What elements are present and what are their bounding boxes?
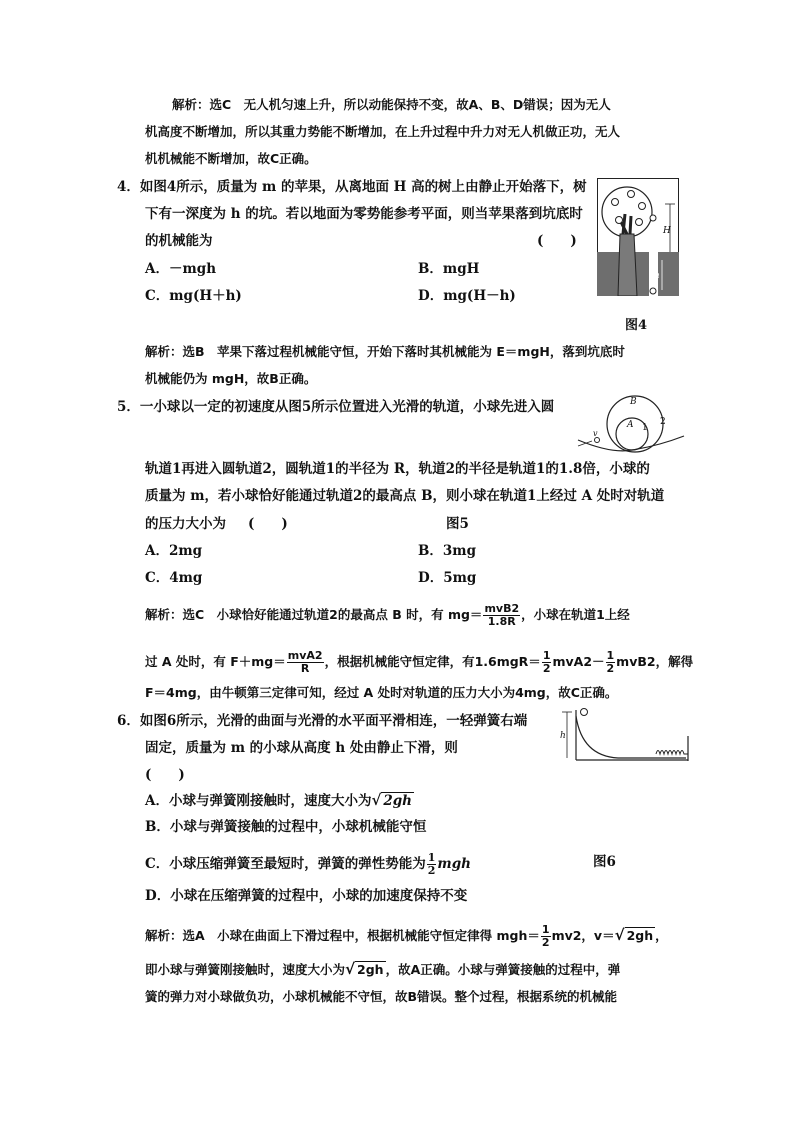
solution-6-line-1 [145,924,668,949]
question-4-line-3: 的机械能为 [145,233,213,249]
figure-5-label-B: B [630,397,637,407]
option-a-text: A．小球与弹簧刚接触时，速度大小为 [145,793,372,809]
solution-6-fraction [541,924,551,949]
fraction-numerator: 1 [606,649,615,662]
solution-6-line-2-text-a: 即小球与弹簧刚接触时，速度大小为 [145,962,346,977]
figure-5-label-2: 2 [660,417,666,427]
question-6-line-2: 固定，质量为 m 的小球从高度 h 处由静止下滑，则 [145,740,458,756]
solution-3-line-1: 解析：选C 无人机匀速上升，所以动能保持不变，故A、B、D错误；因为无人 [172,97,611,112]
fraction-numerator: mvA2 [287,649,323,662]
solution-3-line-2: 机高度不断增加，所以其重力势能不断增加，在上升过程中升力对无人机做正功，无人 [145,124,621,139]
question-6-option-b: B．小球与弹簧接触的过程中，小球机械能守恒 [145,819,427,835]
figure-6-label-h: h [560,731,566,741]
solution-4-line-2: 机械能仍为 mgH，故B正确。 [145,371,317,386]
solution-5-line-3: F＝4mg，由牛顿第三定律可知，经过 A 处时对轨道的压力大小为4mg，故C正确。 [145,685,618,700]
solution-6-radicand-1: 2gh [626,928,654,943]
question-5-line-2: 轨道1再进入圆轨道2，圆轨道1的半径为 R，轨道2的半径是轨道1的1.8倍，小球的 [145,461,650,477]
solution-5-fraction-1 [483,603,520,628]
figure-5-label-A: A [627,420,634,430]
solution-5-line-1-text-a: 解析：选C 小球恰好能通过轨道2的最高点 B 时，有 mg＝ [145,607,483,622]
solution-5-fraction-4 [606,650,616,675]
question-4-answer-paren: ( ) [537,233,577,249]
solution-6-line-2-text-b: ，故A正确。小球与弹簧接触的过程中，弹 [385,962,621,977]
question-5-answer-paren: ( ) [248,516,288,532]
figure-6-curved-ramp-spring [558,706,694,762]
solution-5-line-1-text-b: ，小球在轨道1上经 [521,607,630,622]
question-6-answer-paren: ( ) [145,767,185,783]
question-5-option-d: D．5mg [418,570,477,586]
solution-5-line-2-text-b: ，根据机械能守恒定律，有1.6mgR＝ [324,654,541,669]
question-6-option-c [145,852,471,877]
question-4-line-2: 下有一深度为 h 的坑。若以地面为零势能参考平面，则当苹果落到坑底时 [145,206,583,222]
solution-6-radicand-2: 2gh [357,962,384,977]
fraction-denominator: 1.8R [487,615,516,628]
fraction-denominator: 2 [427,864,436,877]
figure-6-caption: 图6 [593,854,616,870]
question-5-option-a: A．2mg [145,543,203,559]
figure-5-label-1: 1 [642,423,648,433]
question-4-option-d: D．mg(H－h) [418,288,516,304]
solution-6-line-1-text-a: 解析：选A 小球在曲面上下滑过程中，根据机械能守恒定律得 mgh＝ [145,928,540,943]
fraction-numerator: 1 [427,851,436,864]
question-5-option-b: B．3mg [418,543,477,559]
question-4-option-c: C．mg(H＋h) [145,288,242,304]
solution-6-line-2 [145,959,620,980]
fraction-denominator: 2 [542,662,551,675]
fraction-denominator: 2 [606,662,615,675]
question-6-option-d: D．小球在压缩弹簧的过程中，小球的加速度保持不变 [145,888,468,904]
question-5-option-c: C．4mg [145,570,203,586]
question-5-line-3: 质量为 m，若小球恰好能通过轨道2的最高点 B，则小球在轨道1上经过 A 处时对轨道 [145,488,665,504]
option-c-expression: mgh [437,856,471,872]
fraction-denominator: R [300,662,310,675]
option-c-fraction [427,852,437,877]
question-6-option-a [145,790,414,811]
sqrt-sign: √ [371,791,382,809]
question-5-line-1: 5．一小球以一定的初速度从图5所示位置进入光滑的轨道，小球先进入圆 [117,399,555,415]
solution-5-line-2-text-d: mvB2，解得 [616,654,694,669]
figure-4-caption: 图4 [625,318,648,333]
fraction-denominator: 2 [541,936,550,949]
fraction-numerator: 1 [542,649,551,662]
solution-4-line-1: 解析：选B 苹果下落过程机械能守恒，开始下落时其机械能为 E＝mgH，落到坑底时 [145,344,625,359]
solution-5-line-2-text-a: 过 A 处时，有 F＋mg＝ [145,654,286,669]
solution-5-fraction-2 [287,650,324,675]
figure-5-label-v: v [593,429,598,438]
solution-5-line-1 [145,603,630,628]
solution-5-fraction-3 [542,650,552,675]
fraction-numerator: mvB2 [484,602,520,615]
option-c-text: C．小球压缩弹簧至最短时，弹簧的弹性势能为 [145,856,426,872]
solution-6-line-1-text-c: ， [655,928,668,943]
solution-6-line-3: 簧的弹力对小球做负功，小球机械能不守恒，故B错误。整个过程，根据系统的机械能 [145,989,618,1004]
question-6-line-1: 6．如图6所示，光滑的曲面与光滑的水平面平滑相连，一轻弹簧右端 [117,713,528,729]
sqrt-sign: √ [614,926,625,944]
solution-5-line-2 [145,650,693,675]
option-a-radicand: 2gh [383,793,412,809]
solution-6-line-1-text-b: mv2，v＝ [551,928,615,943]
figure-5-loop-tracks [572,388,688,454]
solution-5-line-2-text-c: mvA2－ [552,654,605,669]
figure-5-caption: 图5 [446,516,469,532]
figure-4-apple-tree [597,178,679,296]
fraction-numerator: 1 [541,923,550,936]
question-4-option-a: A．－mgh [145,261,217,277]
figure-4-label-h: h [654,271,660,281]
solution-3-line-3: 机机械能不断增加，故C正确。 [145,151,317,166]
question-5-line-4: 的压力大小为 [145,516,226,532]
question-4-option-b: B．mgH [418,261,480,277]
question-4-line-1: 4．如图4所示，质量为 m 的苹果，从离地面 H 高的树上由静止开始落下，树 [117,179,587,195]
figure-4-label-H: H [663,226,671,236]
sqrt-sign: √ [345,960,356,978]
